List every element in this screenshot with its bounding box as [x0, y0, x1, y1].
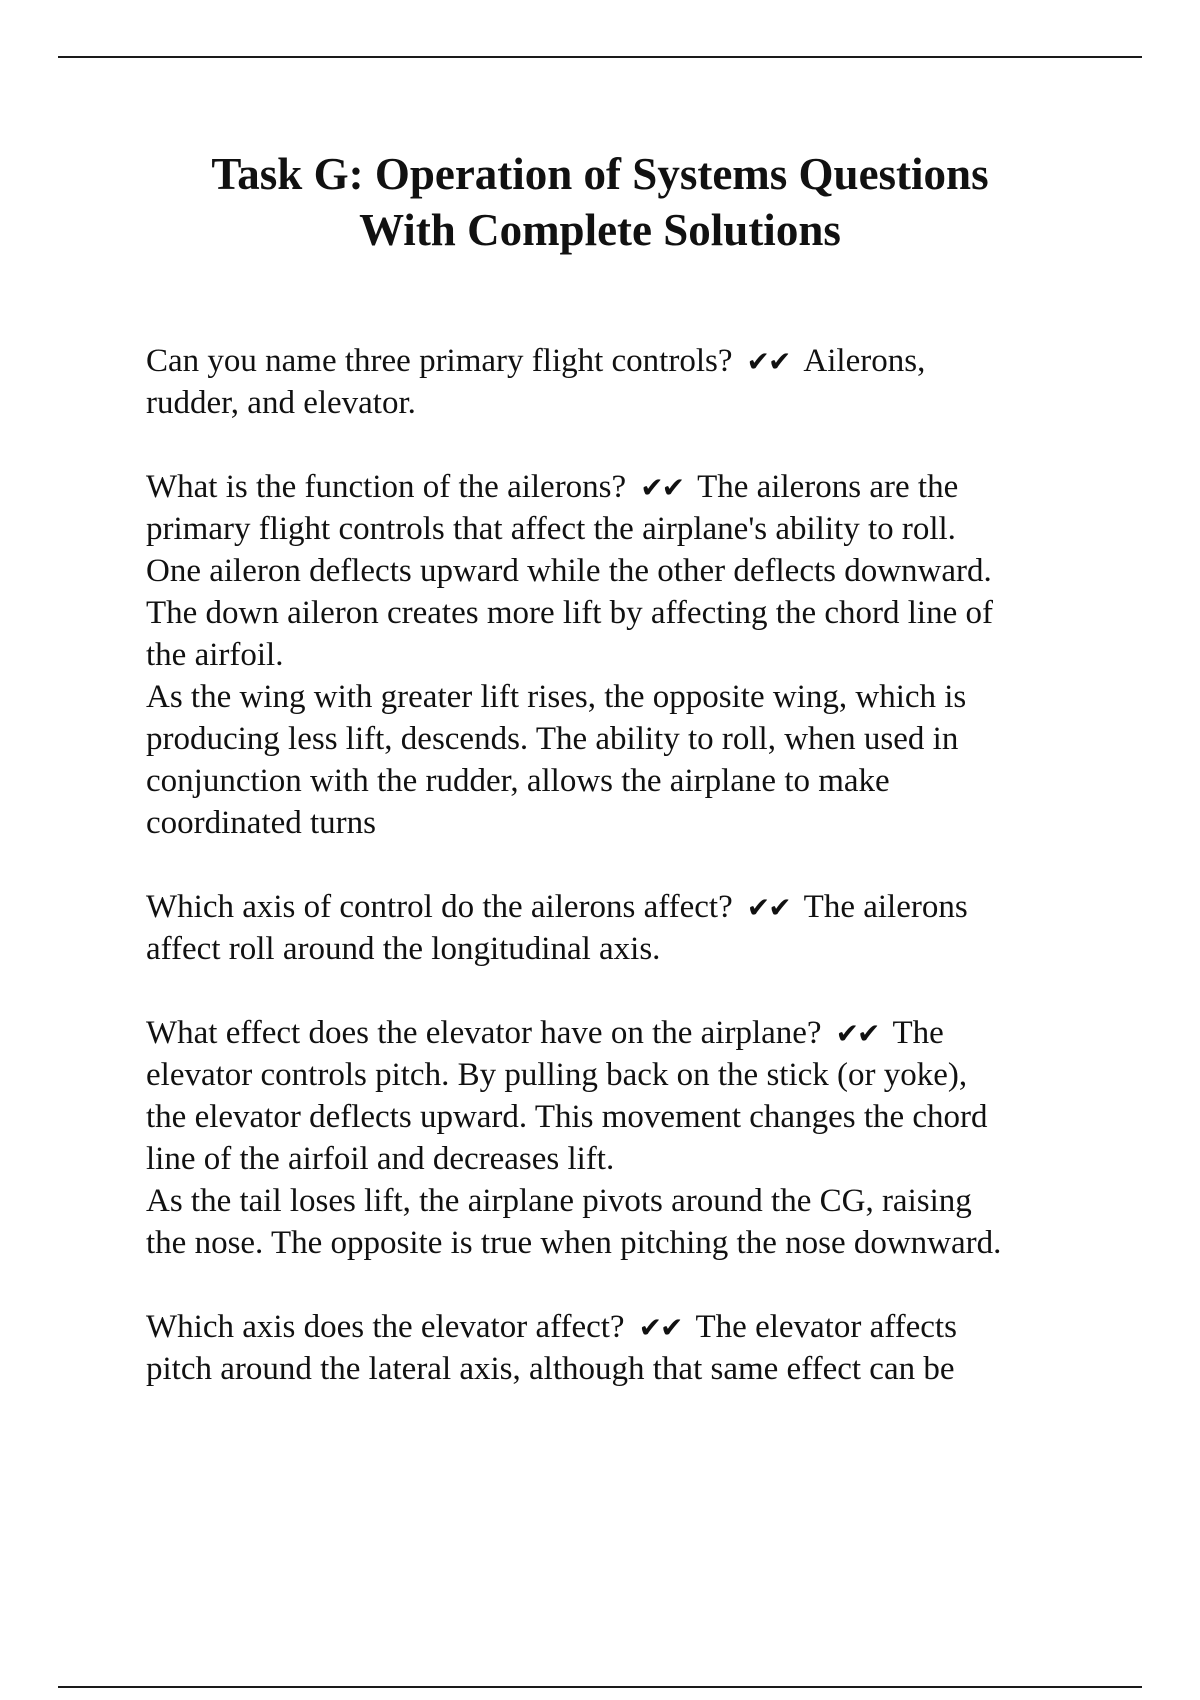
qa-item — [146, 886, 1146, 970]
answer-text: The elevator affects — [695, 1309, 957, 1345]
answer-line: the airfoil. — [146, 637, 284, 673]
qa-item — [146, 340, 1146, 424]
answer-text: The ailerons are the — [697, 469, 959, 505]
qa-first-line — [146, 340, 1146, 382]
answer-line: pitch around the lateral axis, although that same effect can be — [146, 1351, 955, 1387]
answer-line: As the tail loses lift, the airplane pivots around the CG, raising — [146, 1183, 972, 1219]
qa-item — [146, 1306, 1146, 1390]
answer-line: line of the airfoil and decreases lift. — [146, 1141, 615, 1177]
question-text: Which axis does the elevator affect? — [146, 1309, 625, 1345]
qa-first-line — [146, 1306, 1146, 1348]
page-title — [100, 146, 1100, 258]
question-text: Which axis of control do the ailerons affect? — [146, 889, 733, 925]
qa-first-line — [146, 886, 1146, 928]
answer-text: Ailerons, — [803, 343, 926, 379]
answer-line: primary flight controls that affect the airplane's ability to roll. — [146, 511, 956, 547]
qa-first-line — [146, 1012, 1146, 1054]
answer-line: the elevator deflects upward. This movement changes the chord — [146, 1099, 988, 1135]
answer-line: As the wing with greater lift rises, the opposite wing, which is — [146, 679, 967, 715]
qa-list — [146, 340, 1146, 1432]
answer-text: The — [892, 1015, 944, 1051]
bottom-rule — [58, 1686, 1142, 1688]
qa-item — [146, 466, 1146, 844]
answer-line: affect roll around the longitudinal axis. — [146, 931, 661, 967]
qa-item — [146, 1012, 1146, 1264]
qa-first-line — [146, 466, 1146, 508]
answer-line: the nose. The opposite is true when pitching the nose downward. — [146, 1225, 1002, 1261]
answer-line: conjunction with the rudder, allows the airplane to make — [146, 763, 890, 799]
double-check-icon: ✔✔ — [835, 1017, 879, 1050]
answer-line: coordinated turns — [146, 805, 377, 841]
question-text: What is the function of the ailerons? — [146, 469, 627, 505]
top-rule — [58, 56, 1142, 58]
answer-text: The ailerons — [803, 889, 968, 925]
answer-line: elevator controls pitch. By pulling back on the stick (or yoke), — [146, 1057, 968, 1093]
answer-line: producing less lift, descends. The ability to roll, when used in — [146, 721, 959, 757]
title-line-2: With Complete Solutions — [359, 205, 841, 255]
answer-line: rudder, and elevator. — [146, 385, 416, 421]
question-text: Can you name three primary flight controls? — [146, 343, 733, 379]
double-check-icon: ✔✔ — [746, 891, 790, 924]
answer-line: One aileron deflects upward while the other deflects downward. — [146, 553, 992, 589]
double-check-icon: ✔✔ — [640, 471, 684, 504]
answer-line: The down aileron creates more lift by affecting the chord line of — [146, 595, 993, 631]
double-check-icon: ✔✔ — [638, 1311, 682, 1344]
double-check-icon: ✔✔ — [746, 345, 790, 378]
title-line-1: Task G: Operation of Systems Questions — [211, 149, 989, 199]
question-text: What effect does the elevator have on the airplane? — [146, 1015, 822, 1051]
